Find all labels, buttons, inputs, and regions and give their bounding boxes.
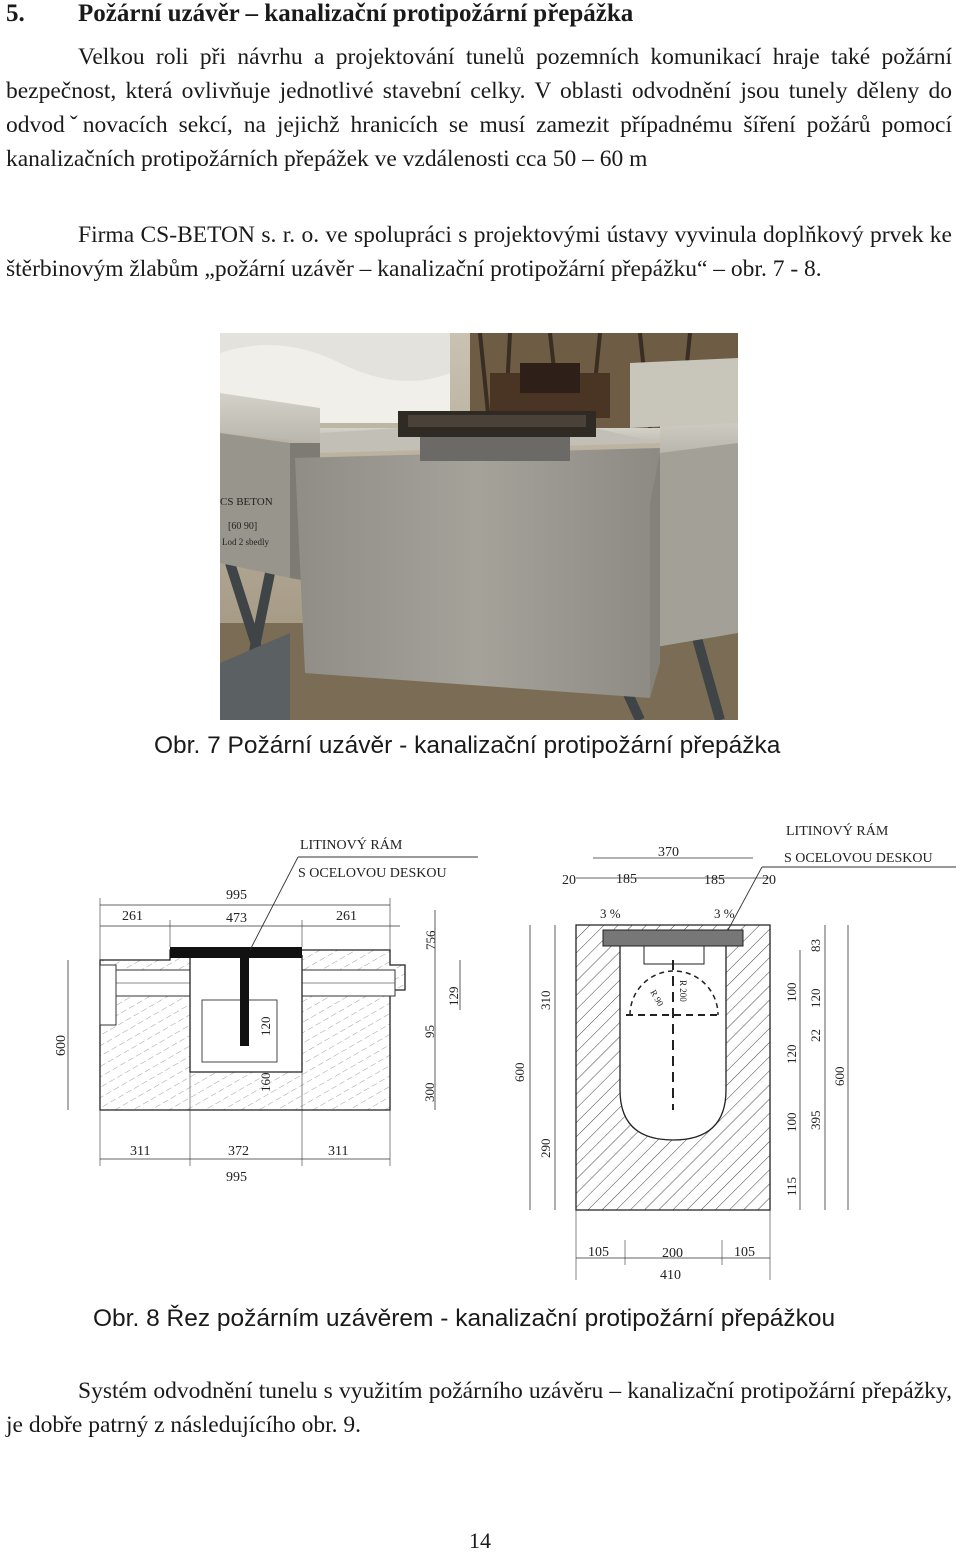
right-dim-top-total: 370 bbox=[658, 845, 679, 860]
left-dim-bottom-total: 995 bbox=[226, 1170, 247, 1185]
right-slope-1: 3 % bbox=[714, 906, 735, 921]
right-label-line1: LITINOVÝ RÁM bbox=[786, 824, 889, 839]
right-dim-bottom-2: 105 bbox=[734, 1245, 755, 1260]
right-dim-left-0: 310 bbox=[538, 990, 553, 1010]
right-dim-a-1: 120 bbox=[784, 1044, 799, 1064]
paragraph-1-text: Velkou roli při návrhu a projektování tunelů pozemních komunikací hraje také požární bezpečnost, která ovlivňuje jednotlivé stavební celky. V oblasti odvodnění jsou tunely děleny do odvodˇnovacích sekcí, na jejichž hranicích se musí zamezit případnému šíření požárů pomocí kanalizačních protipožárních přepážek ve vzdálenosti cca 50 – 60 m bbox=[6, 44, 952, 172]
left-dim-bottom-2: 311 bbox=[328, 1144, 349, 1159]
right-dim-bottom-1: 200 bbox=[662, 1246, 683, 1261]
left-dim-right-0: 756 bbox=[423, 930, 438, 950]
right-dim-a-0: 100 bbox=[784, 982, 799, 1002]
left-dim-right-2: 95 bbox=[422, 1025, 437, 1038]
left-dim-top-0: 261 bbox=[122, 909, 143, 924]
left-dim-inner-0: 120 bbox=[258, 1016, 273, 1036]
right-radius-1: R 200 bbox=[678, 980, 688, 1002]
right-dim-b-3: 395 bbox=[808, 1110, 823, 1130]
left-dim-right-1: 129 bbox=[446, 986, 461, 1006]
right-cross-section bbox=[512, 822, 956, 1283]
right-dim-a-3: 115 bbox=[784, 1176, 799, 1196]
section-title: Požární uzávěr – kanalizační protipožární přepážka bbox=[78, 0, 634, 27]
right-dim-left-1: 600 bbox=[512, 1062, 527, 1082]
right-dim-top-1: 185 bbox=[616, 872, 637, 887]
right-dim-top-0: 20 bbox=[562, 873, 576, 888]
right-dim-b-0: 83 bbox=[808, 939, 823, 952]
photo-stamp-line3: Lod 2 sbedly bbox=[222, 537, 269, 547]
left-longitudinal-section bbox=[54, 836, 478, 1185]
left-dim-top-2: 261 bbox=[336, 909, 357, 924]
right-dim-top-2: 185 bbox=[704, 873, 725, 888]
left-label-line2: S OCELOVOU DESKOU bbox=[298, 866, 447, 881]
right-dim-total: 600 bbox=[832, 1066, 847, 1086]
paragraph-intro bbox=[6, 40, 952, 176]
figure-8-drawing bbox=[40, 810, 960, 1295]
right-dim-left-2: 290 bbox=[538, 1138, 553, 1158]
paragraph-company bbox=[6, 218, 952, 286]
section-number: 5. bbox=[6, 0, 25, 27]
figure-7-photo bbox=[220, 333, 738, 720]
right-slope-0: 3 % bbox=[600, 906, 621, 921]
right-dim-bottom-total: 410 bbox=[660, 1268, 681, 1283]
left-dim-bottom-1: 372 bbox=[228, 1144, 249, 1159]
photo-stamp-line2: [60 90] bbox=[228, 521, 258, 532]
right-label-line2: S OCELOVOU DESKOU bbox=[784, 851, 933, 866]
right-dim-a-2: 100 bbox=[784, 1112, 799, 1132]
fire-barrier-photo bbox=[220, 333, 738, 720]
right-dim-b-2: 22 bbox=[808, 1029, 823, 1042]
paragraph-2-text: Firma CS-BETON s. r. o. ve spolupráci s projektovými ústavy vyvinula doplňkový prvek ke štěrbinovým žlabům „požární uzávěr – kanalizační protipožární přepážku“ – obr. 7 - 8. bbox=[6, 222, 952, 282]
cross-section-drawing bbox=[40, 810, 960, 1290]
right-dim-bottom-0: 105 bbox=[588, 1245, 609, 1260]
left-dim-inner-1: 160 bbox=[258, 1072, 273, 1092]
right-radius-0: R 90 bbox=[648, 988, 666, 1008]
figure-8-caption: Obr. 8 Řez požárním uzávěrem - kanalizační protipožární přepážkou bbox=[93, 1305, 836, 1332]
section-heading bbox=[6, 0, 633, 28]
left-dim-right-3: 300 bbox=[422, 1082, 437, 1102]
page-number: 14 bbox=[469, 1528, 491, 1553]
paragraph-system bbox=[6, 1374, 952, 1442]
left-dim-bottom-0: 311 bbox=[130, 1144, 151, 1159]
paragraph-3-text: Systém odvodnění tunelu s využitím požárního uzávěru – kanalizační protipožární přepážky, je dobře patrný z následujícího obr. 9. bbox=[6, 1378, 952, 1438]
right-dim-b-1: 120 bbox=[808, 988, 823, 1008]
photo-stamp-line1: CS BETON bbox=[220, 496, 273, 508]
left-dim-height: 600 bbox=[54, 1035, 69, 1056]
left-dim-top-1: 473 bbox=[226, 911, 247, 926]
left-label-line1: LITINOVÝ RÁM bbox=[300, 838, 403, 853]
figure-7-caption: Obr. 7 Požární uzávěr - kanalizační protipožární přepážka bbox=[154, 732, 781, 759]
right-dim-top-3: 20 bbox=[762, 873, 776, 888]
left-dim-top-total: 995 bbox=[226, 888, 247, 903]
